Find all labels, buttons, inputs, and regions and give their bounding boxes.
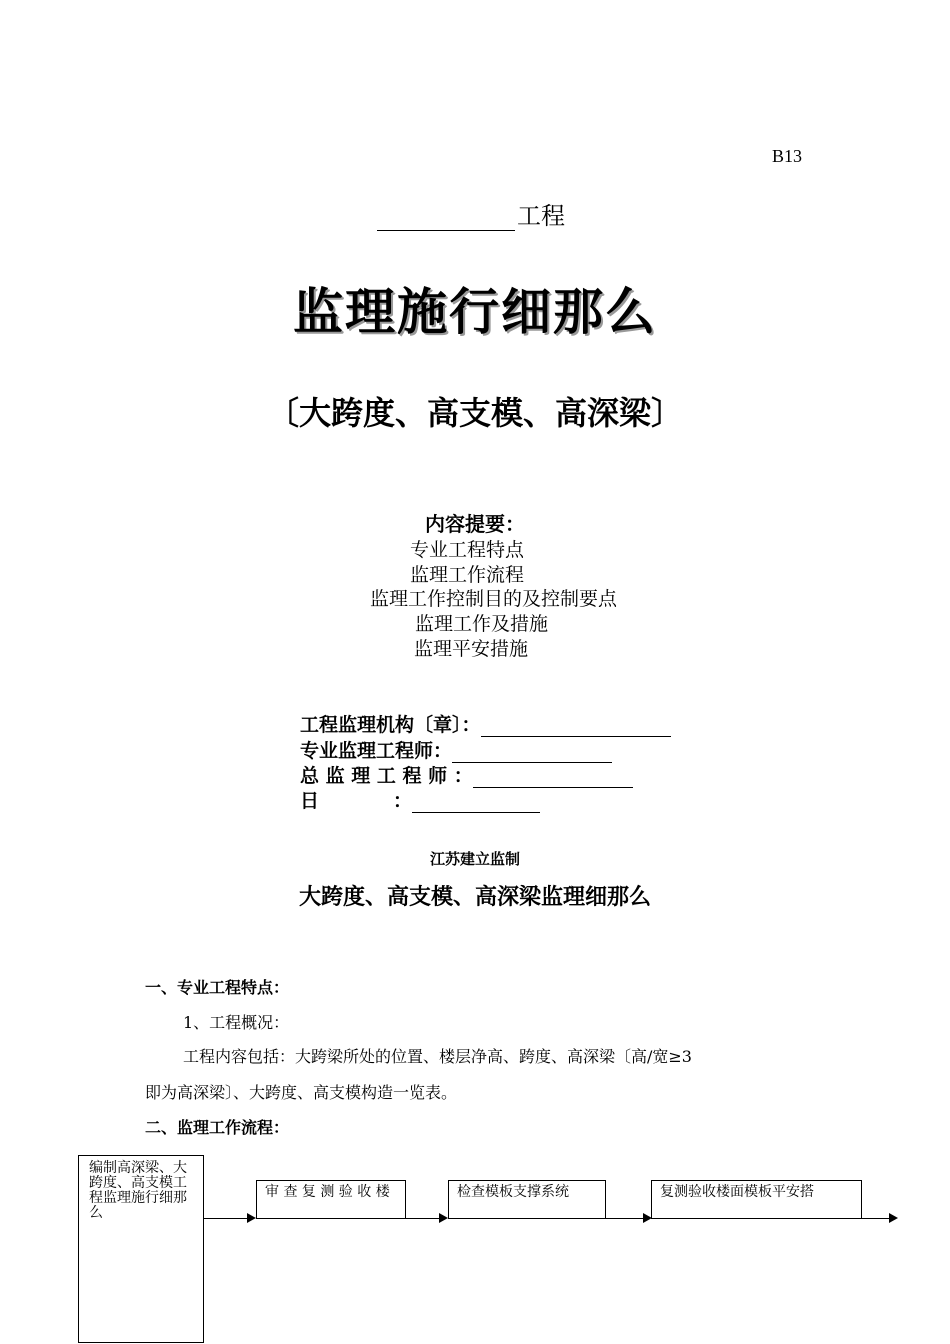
signature-org-blank[interactable] [481, 718, 671, 737]
flow-arrow [852, 1218, 890, 1219]
flow-box-review: 审 查 复 测 验 收 楼 [256, 1180, 406, 1219]
flow-box-inspect: 检查模板支撑系统 [448, 1180, 606, 1219]
arrowhead-icon [889, 1213, 898, 1223]
signature-date-label: 日 [300, 790, 320, 812]
project-name-line [377, 196, 565, 231]
flow-arrow [204, 1218, 248, 1219]
signature-engineer-label: 专业监理工程师： [300, 740, 453, 762]
signature-org-label: 工程监理机构〔章〕： [300, 714, 481, 736]
section-heading: 一、专业工程特点： [145, 978, 290, 997]
project-name-blank [377, 206, 515, 231]
section-heading: 二、监理工作流程： [145, 1118, 290, 1137]
toc-item: 专业工程特点 [410, 539, 525, 561]
toc-heading: 内容提要： [425, 512, 525, 536]
paragraph-line: 即为高深梁〕、大跨度、高支模构造一览表。 [145, 1083, 458, 1102]
arrowhead-icon [247, 1213, 256, 1223]
flow-box-verify: 复测验收楼面模板平安搭 [651, 1180, 862, 1219]
arrowhead-icon [439, 1213, 448, 1223]
document-code: B13 [772, 146, 803, 166]
flow-box-plan: 编制高深梁、大跨度、高支模工程监理施行细那么 [78, 1155, 204, 1343]
main-title: 监理施行细那么 [293, 283, 657, 341]
subsection-heading: 1、工程概况： [183, 1013, 290, 1032]
toc-item: 监理平安措施 [414, 638, 529, 660]
signature-date-colon: ： [393, 790, 413, 812]
document-title: 大跨度、高支模、高深梁监理细那么 [298, 885, 651, 910]
signature-date-blank[interactable] [412, 794, 540, 813]
flow-arrow [406, 1218, 440, 1219]
signature-engineer-row [300, 736, 612, 763]
sub-title: 〔大跨度、高支模、高深梁〕 [266, 394, 683, 432]
signature-date-row [300, 786, 540, 813]
toc-item: 监理工作及措施 [415, 613, 549, 635]
signature-chief-label: 总 监 理 工 程 师 ： [300, 765, 473, 787]
paragraph-line: 工程内容包括：大跨梁所处的位置、楼层净高、跨度、高深梁〔高/宽≥3 [183, 1047, 692, 1066]
toc-item: 监理工作控制目的及控制要点 [370, 588, 618, 610]
signature-org-row [300, 710, 671, 737]
flow-arrow [606, 1218, 644, 1219]
toc-item: 监理工作流程 [410, 564, 525, 586]
signature-chief-row [300, 761, 633, 788]
issuing-organization: 江苏建立监制 [429, 850, 520, 868]
project-suffix: 工程 [517, 202, 565, 230]
